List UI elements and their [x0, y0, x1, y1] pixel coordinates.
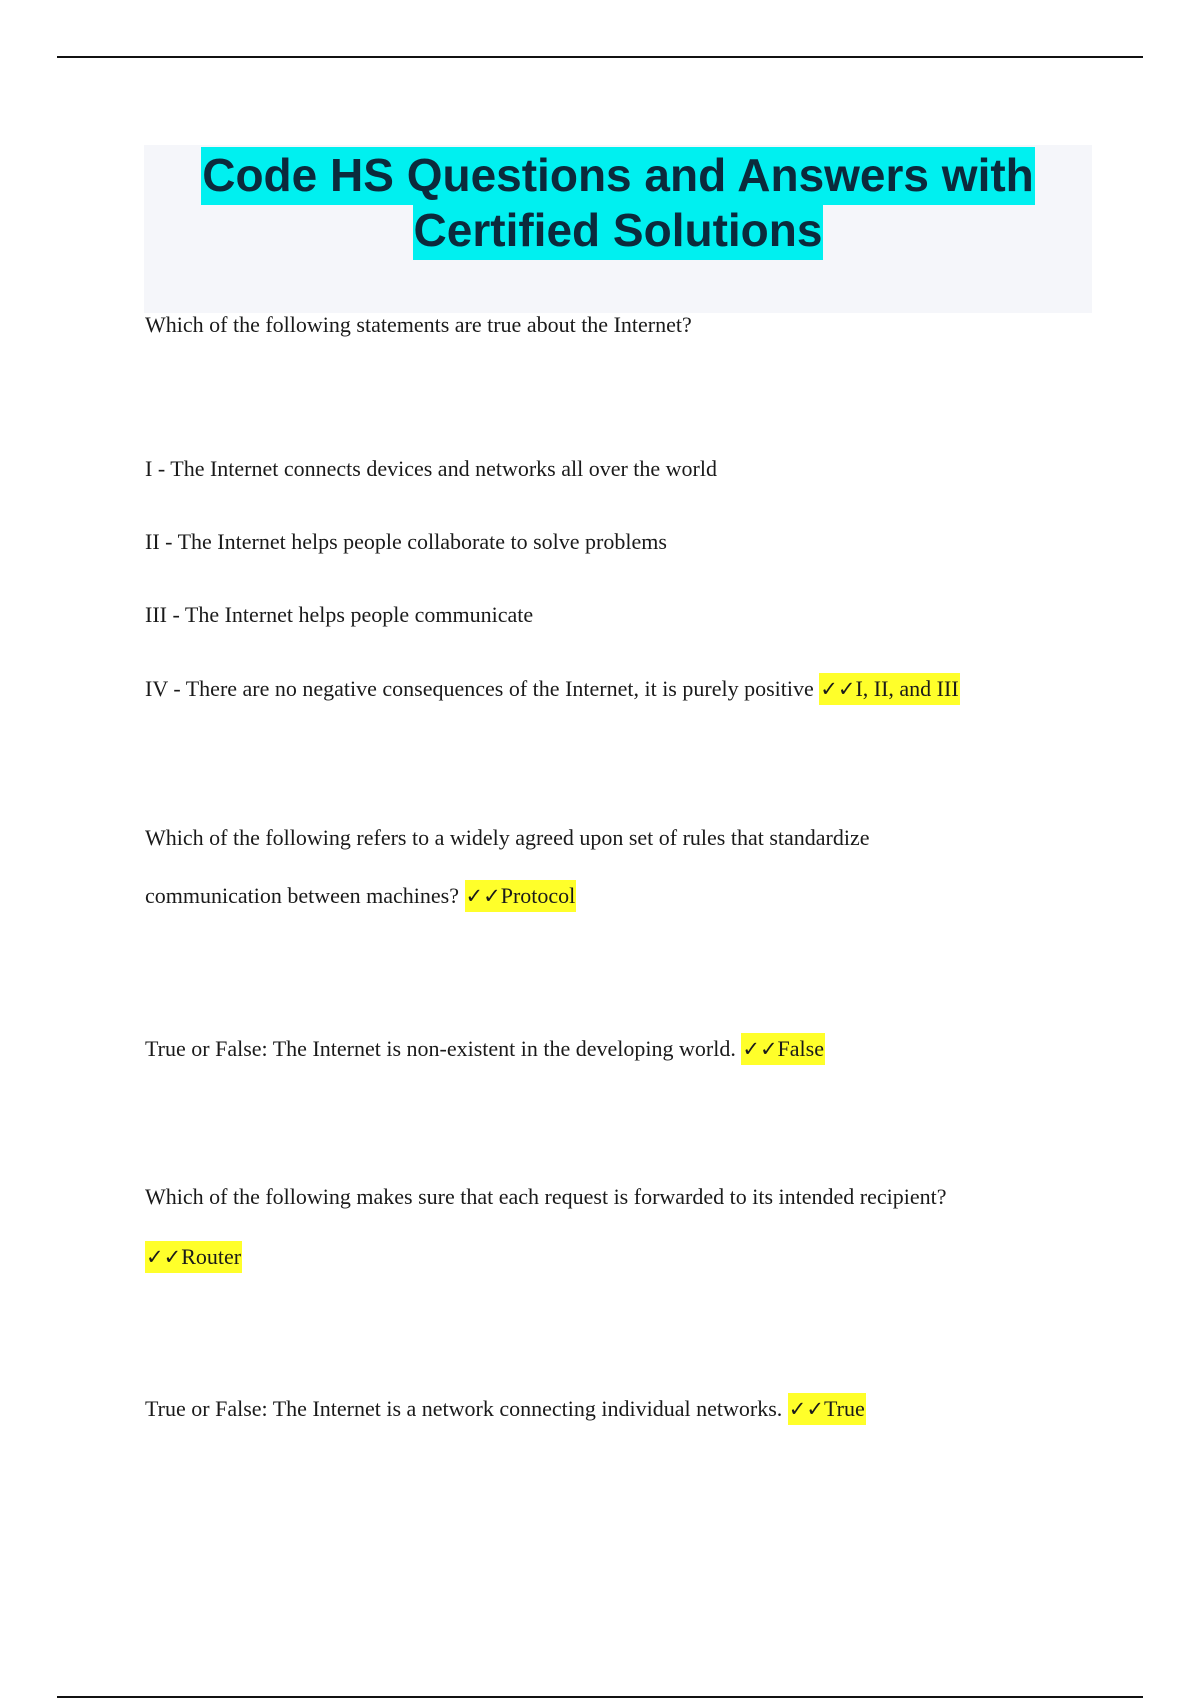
- top-rule: [57, 56, 1143, 58]
- q1-item-2: II - The Internet helps people collaborate to solve problems: [145, 529, 667, 554]
- title-line-1: Code HS Questions and Answers with: [201, 147, 1035, 205]
- q3-answer-highlight: [741, 1033, 825, 1065]
- q4-answer-line: [145, 1242, 242, 1272]
- check-icon: ✓✓: [788, 1397, 824, 1421]
- q2-question-line-2: [145, 881, 576, 911]
- q2-question-line-1: Which of the following refers to a widely agreed upon set of rules that standardize: [145, 825, 870, 850]
- q1-answer-highlight: [819, 673, 959, 705]
- q3-answer: False: [777, 1036, 824, 1061]
- title-block: [144, 145, 1092, 313]
- check-icon: ✓✓: [820, 677, 856, 701]
- q2-answer: Protocol: [500, 883, 576, 908]
- q3-question: [145, 1034, 825, 1064]
- q1-item-3: III - The Internet helps people communicate: [145, 602, 534, 627]
- q4-question: Which of the following makes sure that each request is forwarded to its intended recipient?: [145, 1184, 947, 1209]
- title-line-2: Certified Solutions: [413, 202, 824, 260]
- q1-item-1: I - The Internet connects devices and networks all over the world: [145, 456, 717, 481]
- q4-answer-highlight: [145, 1241, 242, 1273]
- q2-question-text: communication between machines?: [145, 883, 459, 908]
- check-icon: ✓✓: [742, 1037, 778, 1061]
- q1-item-4: [145, 674, 960, 704]
- q1-answer: I, II, and III: [855, 676, 959, 701]
- q1-item-4-text: IV - There are no negative consequences of the Internet, it is purely positive: [145, 676, 814, 701]
- bottom-rule: [57, 1696, 1143, 1698]
- check-icon: ✓✓: [146, 1245, 182, 1269]
- q5-question: [145, 1394, 866, 1424]
- q5-answer-highlight: [788, 1393, 866, 1425]
- q4-answer: Router: [181, 1244, 242, 1269]
- q5-answer: True: [823, 1396, 865, 1421]
- q1-question: Which of the following statements are true about the Internet?: [145, 312, 692, 337]
- q3-question-text: True or False: The Internet is non-existent in the developing world.: [145, 1036, 736, 1061]
- q5-question-text: True or False: The Internet is a network connecting individual networks.: [145, 1396, 783, 1421]
- check-icon: ✓✓: [465, 884, 501, 908]
- q2-answer-highlight: [465, 880, 577, 912]
